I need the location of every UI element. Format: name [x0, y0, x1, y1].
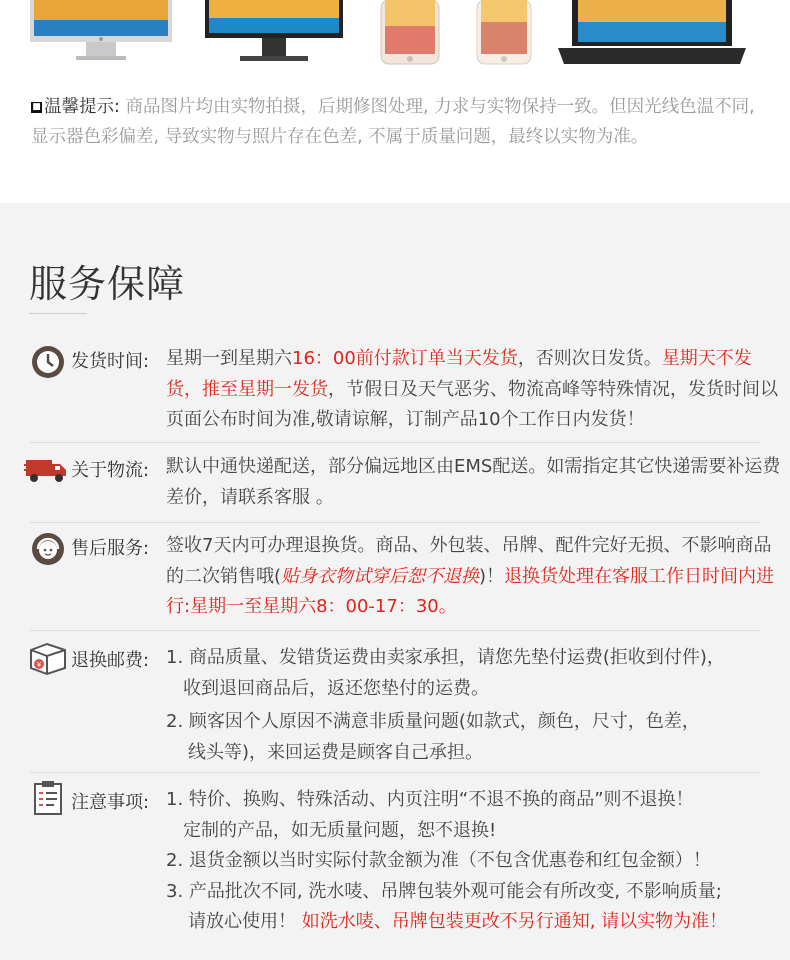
divider	[30, 442, 760, 443]
aftersale-label: 售后服务:	[71, 538, 150, 559]
shipping-highlight-2: 星期天不发货，推至星期一发货	[166, 348, 752, 400]
notes-line-3: 2. 退货金额以当时实际付款金额为准（不包含优惠卷和红包金额）！	[166, 850, 711, 871]
divider	[30, 522, 760, 523]
customer-service-icon	[30, 531, 66, 567]
shipping-row	[0, 344, 790, 444]
notice-icon: ■	[32, 101, 41, 112]
delivery-truck-icon	[24, 456, 68, 484]
section-title: 服务保障	[29, 262, 186, 306]
aftersale-row	[0, 531, 790, 629]
notes-line-2: 定制的产品，如无质量问题，恕不退换!	[183, 819, 497, 841]
divider	[30, 630, 760, 631]
notes-line-1: 1. 特价、换购、特殊活动、内页注明“不退不换的商品”则不退换！	[166, 789, 694, 810]
notes-line-4: 3. 产品批次不同, 洗水唛、吊牌包装外观可能会有所改变, 不影响质量;	[166, 880, 722, 902]
aftersale-highlight-2: 退换货处理在客服工作日时间内进行:星期一至星期六8：00-17：30。	[166, 565, 775, 617]
device-comparison-image	[0, 0, 790, 70]
notes-content	[166, 785, 781, 938]
returnfee-content	[166, 643, 781, 768]
returnfee-line-4: 线头等)，来回运费是顾客自己承担。	[188, 741, 484, 763]
notes-line-5-text: 请放心使用！	[188, 911, 296, 932]
returnfee-line-3: 2. 顾客因个人原因不满意非质量问题(如款式，颜色，尺寸，色差，	[166, 711, 700, 732]
notes-line-5-highlight: 如洗水唛、吊牌包装更改不另行通知, 请以实物为准！	[296, 911, 728, 932]
shipping-label: 发货时间:	[71, 351, 150, 372]
aftersale-text-1: 签收7天内可办理退换货。商品、外包装、吊牌、配件完好无损、不影响商品的二次销售哦(	[166, 535, 772, 587]
shipping-content	[166, 344, 781, 436]
returnfee-row	[0, 640, 790, 770]
monitor-device	[205, 0, 343, 61]
returnfee-line-2: 收到退回商品后，返还您垫付的运费。	[183, 677, 489, 699]
aftersale-highlight-1: 贴身衣物试穿后恕不退换	[281, 565, 480, 587]
aftersale-content	[166, 531, 781, 623]
shipping-text-2: ，否则次日发货。	[517, 348, 662, 369]
divider	[30, 772, 760, 773]
notes-line-5	[166, 907, 781, 938]
logistics-label: 关于物流:	[71, 460, 150, 481]
phone-device-1	[381, 0, 439, 64]
laptop-device	[558, 0, 746, 64]
notes-label: 注意事项:	[71, 792, 150, 813]
svg-text:¥: ¥	[36, 661, 42, 669]
notes-row	[0, 782, 790, 952]
phone-device-2	[477, 0, 531, 64]
returnfee-label: 退换邮费:	[71, 650, 150, 671]
imac-device	[30, 0, 172, 60]
logistics-row	[0, 452, 790, 522]
notice-text: 商品图片均由实物拍摄，后期修图处理, 力求与实物保持一致。但因光线色温不同, 显示器色彩偏差, 导致实物与照片存在色差, 不属于质量问题，最终以实物为准。	[31, 97, 755, 147]
shipping-text-1: 星期一到星期六	[166, 348, 292, 369]
shipping-text-3: ，节假日及天气恶劣、物流高峰等特殊情况，发货时间以页面公布时间为准,敬请谅解，订制产品10个工作日内发货！	[166, 378, 778, 430]
package-return-icon	[27, 640, 69, 676]
notice-label: 温馨提示:	[44, 97, 120, 117]
warm-notice	[31, 92, 761, 152]
title-underline	[29, 313, 87, 314]
clock-icon	[30, 344, 66, 380]
shipping-highlight-1: 16：00前付款订单当天发货	[292, 348, 518, 369]
service-guarantee-section	[0, 203, 790, 960]
clipboard-icon	[33, 780, 63, 816]
aftersale-text-2: )！	[479, 565, 505, 587]
returnfee-line-1: 1. 商品质量、发错货运费由卖家承担，请您先垫付运费(拒收到付件)，	[166, 647, 725, 668]
top-section	[0, 0, 790, 203]
logistics-content: 默认中通快递配送，部分偏远地区由EMS配送。如需指定其它快递需要补运费差价，请联系客服 。	[166, 456, 781, 508]
